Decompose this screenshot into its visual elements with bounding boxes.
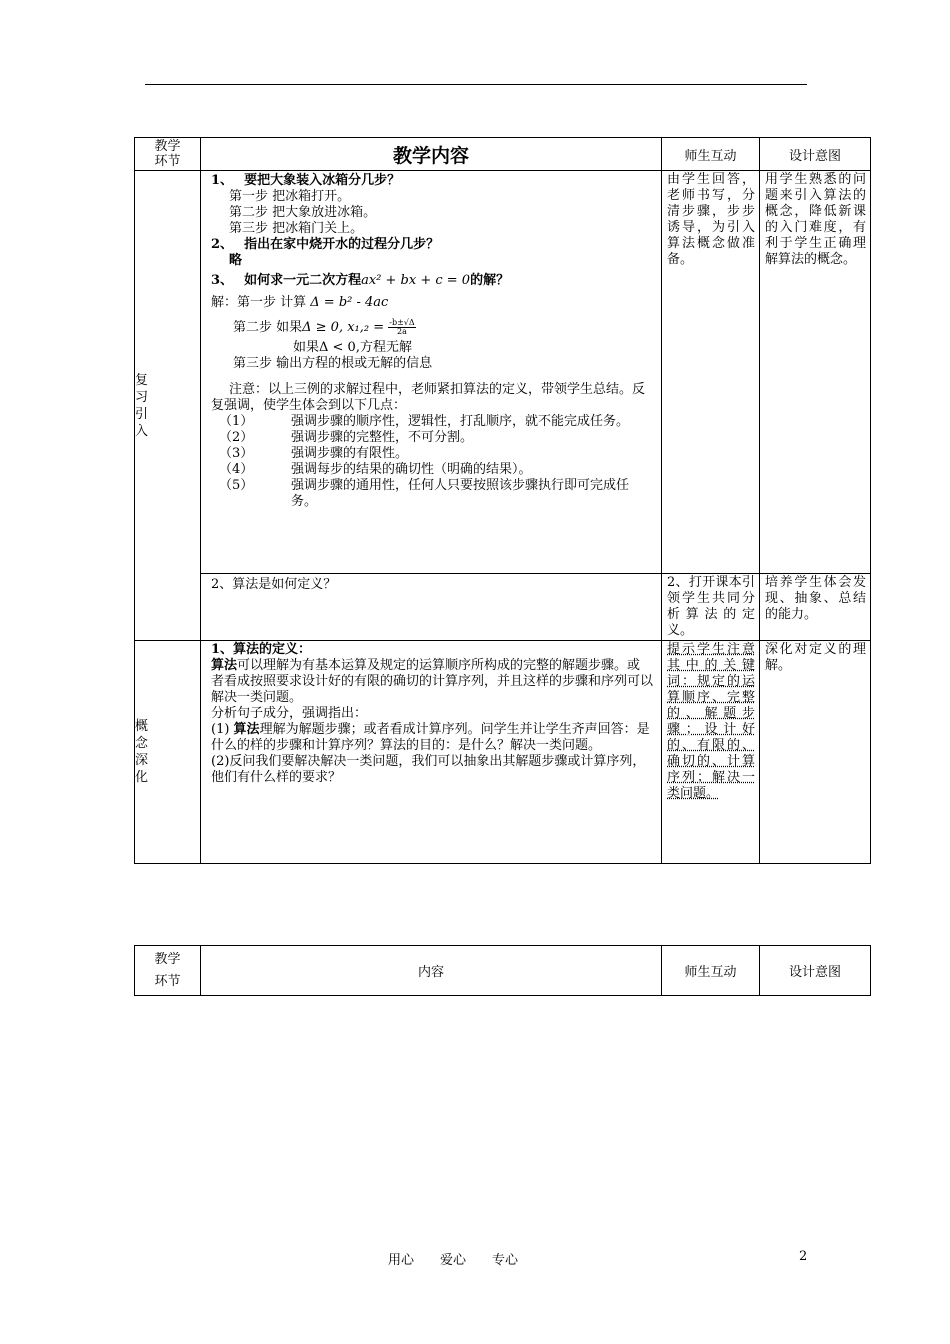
header-rule xyxy=(145,84,807,85)
analysis-text: 分析句子成分，强调指出： xyxy=(211,706,368,721)
root-formula-fraction: $\frac{-b\pm√\Delta}{2a}$ xyxy=(389,318,415,336)
header-stage: 教学环节 xyxy=(135,138,201,171)
question-2: 2、 指出在家中烧开水的过程分几步？ xyxy=(211,237,440,252)
q1-step: 第三步 把冰箱门关上。 xyxy=(229,221,364,236)
page-number: 2 xyxy=(799,1249,808,1264)
concept-interaction: 提示学生注意其中的关键词：规定的运算顺序、完整的、解题步骤；设计好的、有限的、确切的、计算序列；解决一类问题。 xyxy=(662,641,760,864)
point-item: （1） 强调步骤的顺序性，逻辑性，打乱顺序，就不能完成任务。 xyxy=(219,414,630,429)
header-interaction: 师生互动 xyxy=(662,946,760,996)
section-review-label: 复 习 引 入 xyxy=(135,171,201,641)
section-review-row-2 xyxy=(135,574,871,641)
header-intent: 设计意图 xyxy=(760,138,871,171)
table2-header-row xyxy=(135,946,871,996)
footer-text: 用心 爱心 专心 xyxy=(388,1253,519,1268)
algorithm-definition-question: 2、算法是如何定义？ xyxy=(201,574,662,641)
header-content: 教学内容 xyxy=(201,138,662,171)
solution-step-3: 第三步 输出方程的根或无解的信息 xyxy=(233,356,433,371)
solution-step-1: 解：第一步 计算 Δ = b² - 4ac xyxy=(211,295,389,310)
definition-text: 算法可以理解为有基本运算及规定的运算顺序所构成的完整的解题步骤。或者看成按照要求设计好的有限的确切的计算序列，并且这样的步骤和序列可以解决一类问题。 xyxy=(211,658,654,705)
q1-step: 第二步 把大象放进冰箱。 xyxy=(229,205,377,220)
review-intent-2: 培养学生体会发现、抽象、总结的能力。 xyxy=(760,574,871,641)
solution-step-2: 第二步 如果Δ ≥ 0, x₁,₂ = $\frac{-b\pm√\Delta}{2a}$ xyxy=(233,318,415,336)
question-1: 1、 要把大象装入冰箱分几步？ xyxy=(211,173,401,188)
review-interaction: 由学生回答，老师书写，分清步骤，步步诱导，为引入算法概念做准备。 xyxy=(662,171,760,574)
lesson-table xyxy=(134,137,871,864)
header-stage: 教学环节 xyxy=(135,946,201,996)
review-content xyxy=(201,171,662,574)
point-item: （5） 强调步骤的通用性，任何人只要按照该步骤执行即可完成任务。 xyxy=(219,478,630,509)
concept-content xyxy=(201,641,662,864)
review-interaction-2: 2、打开课本引领学生共同分析算法的定义。 xyxy=(662,574,760,641)
table-header-row xyxy=(135,138,871,171)
section-review-row xyxy=(135,171,871,574)
section-concept-label: 概 念 深 化 xyxy=(135,641,201,864)
point-item: （2） 强调步骤的完整性，不可分割。 xyxy=(219,430,474,445)
concept-intent: 深化对定义的理解。 xyxy=(760,641,871,864)
note-paragraph: 注意：以上三例的求解过程中，老师紧扣算法的定义，带领学生总结。反复强调，使学生体会到以下几点： xyxy=(211,382,646,413)
definition-title: 1、算法的定义： xyxy=(211,642,312,657)
section-concept-row xyxy=(135,641,871,864)
question-3: 3、 如何求一元二次方程ax² + bx + c = 0的解？ xyxy=(211,273,510,288)
header-intent: 设计意图 xyxy=(760,946,871,996)
point-item: （4） 强调每步的结果的确切性（明确的结果）。 xyxy=(219,462,532,477)
solution-step-2b: 如果Δ < 0,方程无解 xyxy=(293,340,412,355)
analysis-point-2: (2)反问我们要解决解决一类问题，我们可以抽象出其解题步骤或计算序列，他们有什么样的要求？ xyxy=(211,754,646,785)
lesson-table-2 xyxy=(134,945,871,996)
point-item: （3） 强调步骤的有限性。 xyxy=(219,446,409,461)
analysis-point-1: (1) 算法理解为解题步骤；或者看成计算序列。问学生并让学生齐声回答：是什么的样的步骤和计算序列？算法的目的：是什么？解决一类问题。 xyxy=(211,722,650,753)
q2-answer: 略 xyxy=(229,253,243,268)
q1-step: 第一步 把冰箱打开。 xyxy=(229,189,351,204)
review-intent: 用学生熟悉的问题来引入算法的概念，降低新课的入门难度，有利于学生正确理解算法的概念。 xyxy=(760,171,871,574)
header-content: 内容 xyxy=(201,946,662,996)
header-interaction: 师生互动 xyxy=(662,138,760,171)
